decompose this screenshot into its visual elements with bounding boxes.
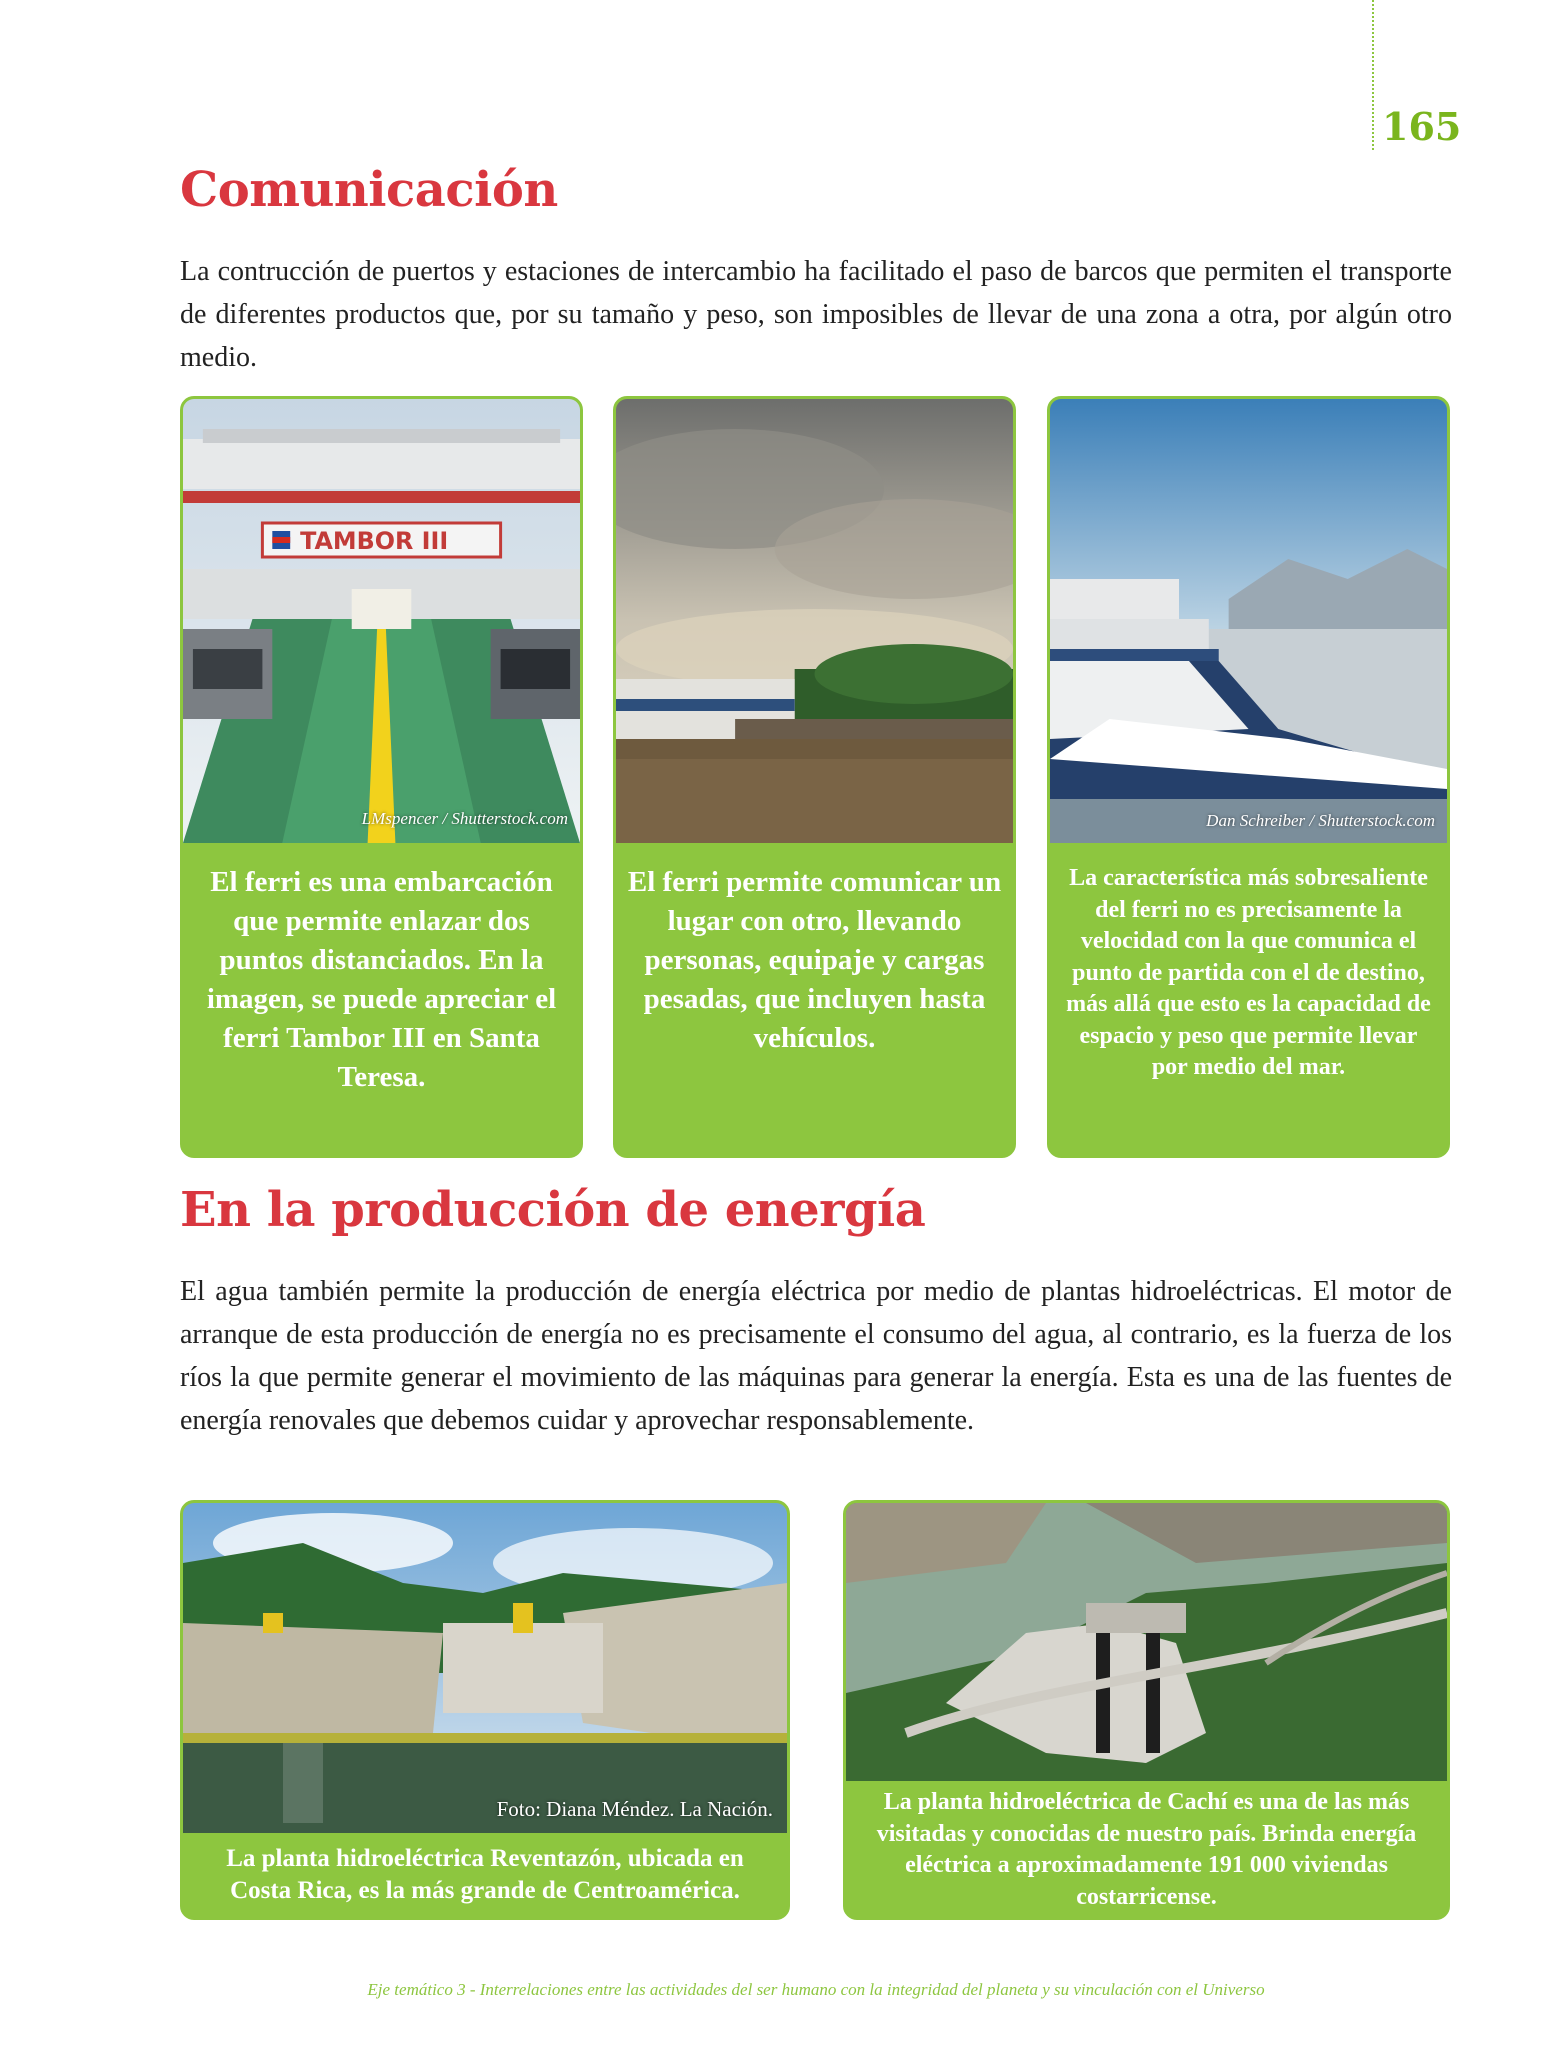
- photo-ferry-sea: [1050, 399, 1447, 843]
- card-caption: La planta hidroeléctrica de Cachí es una de las más visitadas y conocidas de nuestro país. Brinda energía eléctrica a aproximadamente 191 000 viviendas costarricense.: [876, 1789, 1417, 1910]
- photo-cachi-dam: [846, 1503, 1447, 1781]
- page-edge-line: [1372, 0, 1374, 150]
- paragraph-energia: El agua también permite la producción de energía eléctrica por medio de plantas hidroeléctricas. El motor de arranque de esta producción de energía no es precisamente el consumo del agua, al contrario, es la fuerza de los ríos la que permite generar el movimiento de las máquinas para generar la energía. Esta es una de las fuentes de energía renovales que debemos cuidar y aprovechar responsablemente.: [180, 1276, 1452, 1436]
- photo-credit: Foto: Diana Méndez. La Nación.: [496, 1797, 773, 1821]
- card-caption: El ferri es una embarcación que permite enlazar dos puntos distanciados. En la imagen, se puede apreciar el ferri Tambor III en Santa Teresa.: [206, 866, 557, 1093]
- card-caption: La planta hidroeléctrica Reventazón, ubicada en Costa Rica, es la más grande de Centroamérica.: [226, 1845, 744, 1904]
- card-cachi: [843, 1500, 1450, 1920]
- section-title-energia: En la producción de energía: [180, 1182, 926, 1238]
- card-ferry-dock: [613, 396, 1016, 1158]
- section-title-comunicacion: Comunicación: [180, 162, 558, 218]
- photo-ferry-tambor: [183, 399, 580, 843]
- card-caption: La característica más sobresaliente del ferri no es precisamente la velocidad con la que comunica el punto de partida con el de destino, más allá que esto es la capacidad de espacio y peso que permite llevar por medio del mar.: [1066, 865, 1431, 1080]
- card-reventazon: [180, 1500, 790, 1920]
- ferry-sign-text: TAMBOR III: [300, 526, 449, 556]
- page-number: 165: [1382, 104, 1462, 149]
- photo-ferry-dock: [616, 399, 1013, 843]
- page-footer: Eje temático 3 - Interrelaciones entre las actividades del ser humano con la integridad del planeta y su vinculación con el Universo: [367, 1980, 1265, 1999]
- paragraph-comunicacion: La contrucción de puertos y estaciones de intercambio ha facilitado el paso de barcos que permiten el transporte de diferentes productos que, por su tamaño y peso, son imposibles de llevar de una zona a otra, por algún otro medio.: [180, 256, 1452, 373]
- photo-credit: LMspencer / Shutterstock.com: [361, 809, 568, 828]
- photo-reventazon-dam: [183, 1503, 787, 1833]
- card-ferry-sea: [1047, 396, 1450, 1158]
- card-ferry-tambor: [180, 396, 583, 1158]
- card-caption: El ferri permite comunicar un lugar con otro, llevando personas, equipaje y cargas pesadas, que incluyen hasta vehículos.: [627, 866, 1002, 1054]
- photo-credit: Dan Schreiber / Shutterstock.com: [1206, 811, 1435, 830]
